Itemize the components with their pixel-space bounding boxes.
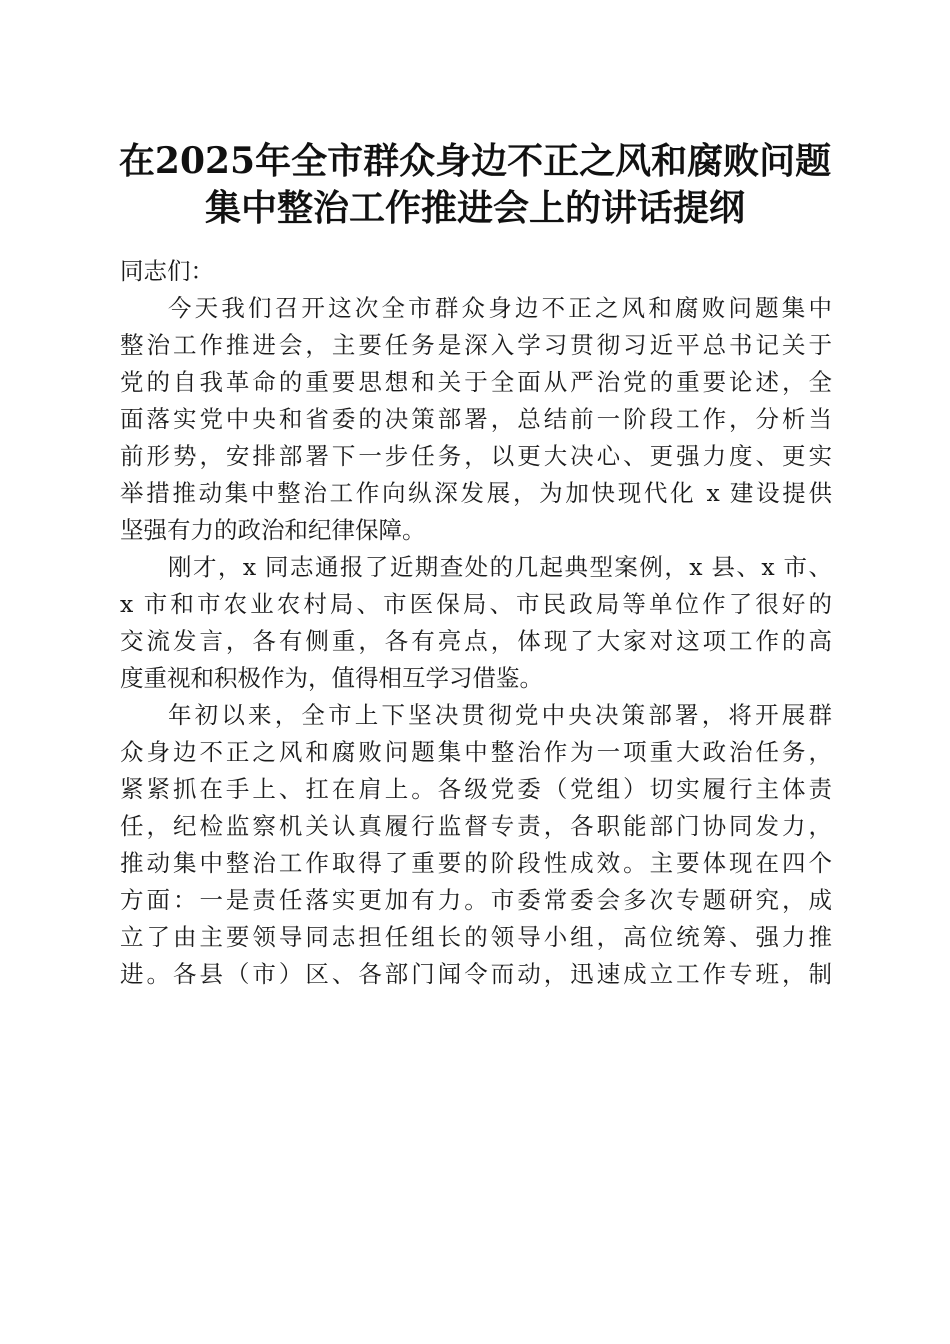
- paragraph-3: [120, 697, 832, 993]
- paragraph-line: 坚强有力的政治和纪律保障。: [120, 516, 426, 544]
- document-title: [0, 138, 950, 232]
- document-body: [120, 253, 832, 993]
- paragraph-line: 举措推动集中整治工作向纵深发展，为加快现代化 x 建设提供: [120, 479, 832, 507]
- paragraph-line: 整治工作推进会，主要任务是深入学习贯彻习近平总书记关于: [120, 331, 832, 359]
- paragraph-line: x 市和市农业农村局、市医保局、市民政局等单位作了很好的: [120, 590, 832, 618]
- paragraph-line: 度重视和积极作为，值得相互学习借鉴。: [120, 664, 543, 692]
- title-line-2: 集中整治工作推进会上的讲话提纲: [204, 187, 745, 229]
- paragraph-line: 党的自我革命的重要思想和关于全面从严治党的重要论述，全: [120, 368, 832, 396]
- paragraph-line: 进。各县（市）区、各部门闻令而动，迅速成立工作专班，制: [120, 960, 832, 988]
- paragraph-line: 今天我们召开这次全市群众身边不正之风和腐败问题集中: [168, 294, 832, 322]
- paragraph-line: 面落实党中央和省委的决策部署，总结前一阶段工作，分析当: [120, 405, 832, 433]
- paragraph-line: 交流发言，各有侧重，各有亮点，体现了大家对这项工作的高: [120, 627, 832, 655]
- salutation: 同志们：: [120, 257, 214, 285]
- paragraph-line: 立了由主要领导同志担任组长的领导小组，高位统筹、强力推: [120, 923, 832, 951]
- paragraph-2: [120, 549, 832, 697]
- title-line-1: 在2025年全市群众身边不正之风和腐败问题: [118, 140, 832, 182]
- paragraph-line: 众身边不正之风和腐败问题集中整治作为一项重大政治任务，: [120, 738, 832, 766]
- paragraph-line: 年初以来，全市上下坚决贯彻党中央决策部署，将开展群: [168, 701, 832, 729]
- paragraph-line: 方面：一是责任落实更加有力。市委常委会多次专题研究，成: [120, 886, 832, 914]
- paragraph-line: 刚才，x 同志通报了近期查处的几起典型案例，x 县、x 市、: [168, 553, 832, 581]
- paragraph-line: 推动集中整治工作取得了重要的阶段性成效。主要体现在四个: [120, 849, 832, 877]
- paragraph-line: 前形势，安排部署下一步任务，以更大决心、更强力度、更实: [120, 442, 832, 470]
- paragraph-1: [120, 290, 832, 549]
- paragraph-line: 任，纪检监察机关认真履行监督专责，各职能部门协同发力，: [120, 812, 832, 840]
- paragraph-line: 紧紧抓在手上、扛在肩上。各级党委（党组）切实履行主体责: [120, 775, 832, 803]
